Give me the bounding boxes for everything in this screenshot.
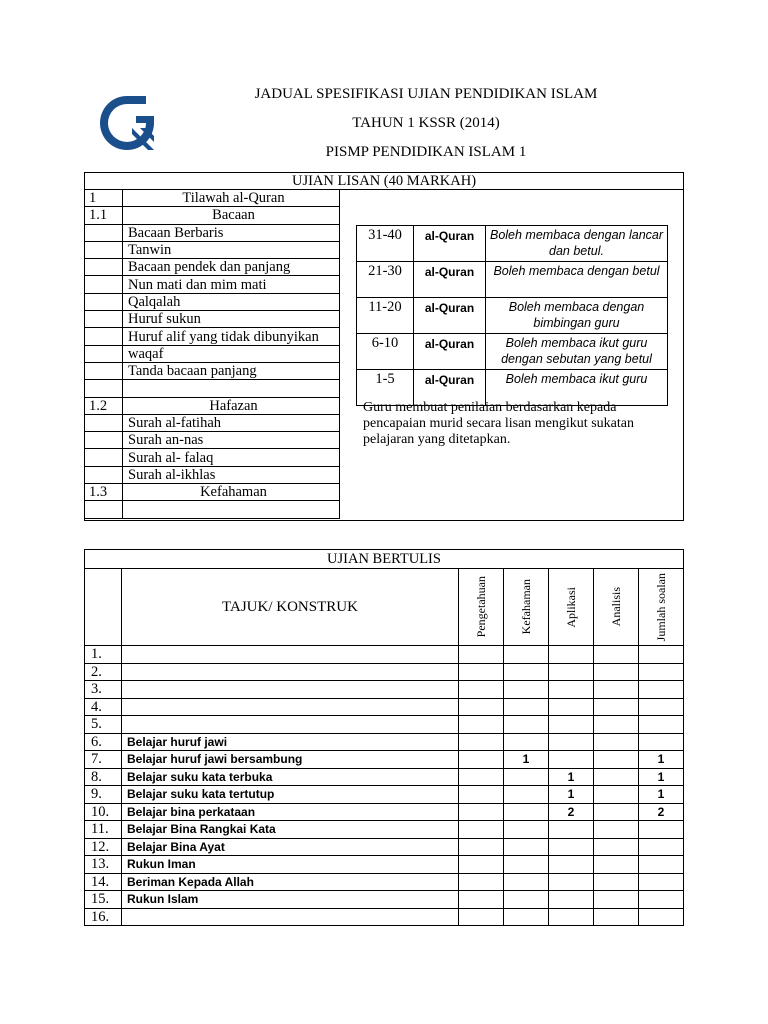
oral-topic-row — [85, 224, 340, 241]
grade-range: 11-20 — [357, 298, 414, 334]
written-cell — [549, 908, 594, 926]
oral-topic-row — [85, 241, 340, 258]
written-cell — [459, 751, 504, 769]
written-cell — [504, 838, 549, 856]
written-row-number: 3. — [85, 681, 122, 699]
oral-topic-row — [85, 276, 340, 293]
written-cell — [504, 768, 549, 786]
written-cell — [504, 891, 549, 909]
assessment-note: Guru membuat penilaian berdasarkan kepada pencapaian murid secara lisan mengikut sukatan pelajaran yang ditetapkan. — [363, 400, 634, 447]
written-row-number: 12. — [85, 838, 122, 856]
written-row-topic: Beriman Kepada Allah — [122, 873, 459, 891]
oral-topic-row — [85, 432, 340, 449]
written-cell — [504, 681, 549, 699]
written-cell — [549, 698, 594, 716]
written-row-topic: Rukun Islam — [122, 891, 459, 909]
oral-topic-number — [85, 224, 123, 241]
written-row-number: 1. — [85, 646, 122, 664]
written-cell — [594, 663, 639, 681]
written-cell — [504, 908, 549, 926]
written-row-topic: Belajar suku kata terbuka — [122, 768, 459, 786]
written-row-number: 5. — [85, 716, 122, 734]
written-exam-title: UJIAN BERTULIS — [85, 550, 684, 569]
written-row-number: 4. — [85, 698, 122, 716]
oral-topic-number: 1.3 — [85, 484, 123, 501]
oral-topic-text: Bacaan Berbaris — [123, 224, 340, 241]
grade-row — [357, 262, 668, 298]
written-cell — [639, 681, 684, 699]
written-cell — [549, 751, 594, 769]
oral-topic-number: 1.1 — [85, 207, 123, 224]
oral-topic-row — [85, 380, 340, 397]
written-row-number: 16. — [85, 908, 122, 926]
written-row-number: 2. — [85, 663, 122, 681]
grade-description: Boleh membaca ikut guru — [486, 370, 668, 406]
written-cell — [549, 821, 594, 839]
written-row-topic — [122, 663, 459, 681]
oral-topic-number — [85, 259, 123, 276]
written-cell — [594, 873, 639, 891]
grade-row — [357, 226, 668, 262]
written-row-topic: Belajar suku kata tertutup — [122, 786, 459, 804]
written-cell — [594, 908, 639, 926]
oral-exam-title: UJIAN LISAN (40 MARKAH) — [84, 172, 684, 190]
written-cell — [549, 856, 594, 874]
oral-topics-table — [84, 189, 340, 519]
written-row — [85, 698, 684, 716]
oral-topic-number — [85, 449, 123, 466]
written-cell — [459, 786, 504, 804]
column-header-analisis — [594, 569, 639, 646]
oral-topic-row — [85, 190, 340, 207]
oral-topic-number — [85, 311, 123, 328]
column-header-pengetahuan — [459, 569, 504, 646]
written-cell — [459, 646, 504, 664]
written-cell: 1 — [549, 768, 594, 786]
written-cell — [459, 733, 504, 751]
oral-topic-number — [85, 241, 123, 258]
oral-topic-row — [85, 449, 340, 466]
written-cell: 2 — [549, 803, 594, 821]
written-cell — [459, 838, 504, 856]
column-header-label: Aplikasi — [563, 586, 578, 628]
written-cell — [459, 663, 504, 681]
written-cell — [459, 856, 504, 874]
written-exam-table — [84, 549, 684, 926]
oral-topic-row — [85, 293, 340, 310]
column-header-label: Pengetahuan — [473, 576, 488, 638]
oral-topic-text: Surah an-nas — [123, 432, 340, 449]
oral-topic-row — [85, 207, 340, 224]
oral-topic-text: Bacaan pendek dan panjang — [123, 259, 340, 276]
written-cell — [594, 751, 639, 769]
written-cell — [594, 646, 639, 664]
written-cell — [639, 821, 684, 839]
written-row — [85, 733, 684, 751]
written-row-topic: Rukun Iman — [122, 856, 459, 874]
number-header — [85, 569, 122, 646]
written-cell — [459, 908, 504, 926]
written-cell — [504, 803, 549, 821]
written-row-topic: Belajar huruf jawi bersambung — [122, 751, 459, 769]
written-cell — [549, 646, 594, 664]
oral-topic-text: Surah al- falaq — [123, 449, 340, 466]
written-row — [85, 908, 684, 926]
oral-topic-row — [85, 414, 340, 431]
oral-topic-text: Qalqalah — [123, 293, 340, 310]
written-cell — [504, 786, 549, 804]
oral-topic-row — [85, 484, 340, 501]
oral-topic-number — [85, 414, 123, 431]
written-row — [85, 716, 684, 734]
written-row — [85, 891, 684, 909]
written-cell — [594, 891, 639, 909]
written-row-number: 13. — [85, 856, 122, 874]
written-cell — [594, 733, 639, 751]
written-cell — [594, 803, 639, 821]
written-row — [85, 663, 684, 681]
written-cell — [459, 768, 504, 786]
written-cell — [549, 663, 594, 681]
written-cell — [639, 873, 684, 891]
grade-description: Boleh membaca dengan bimbingan guru — [486, 298, 668, 334]
written-row-topic — [122, 646, 459, 664]
oral-topic-text: Tanwin — [123, 241, 340, 258]
written-cell — [639, 733, 684, 751]
written-row-topic: Belajar Bina Rangkai Kata — [122, 821, 459, 839]
doc-subtitle-program: PISMP PENDIDIKAN ISLAM 1 — [325, 144, 527, 160]
oral-topic-text — [123, 380, 340, 397]
oral-topic-row — [85, 328, 340, 345]
column-header-kefahaman — [504, 569, 549, 646]
written-cell — [504, 716, 549, 734]
written-row-topic — [122, 716, 459, 734]
oral-topic-number — [85, 362, 123, 379]
written-cell — [549, 873, 594, 891]
written-cell — [459, 891, 504, 909]
oral-topic-text — [123, 501, 340, 518]
written-cell — [504, 646, 549, 664]
written-cell — [504, 663, 549, 681]
written-cell — [639, 663, 684, 681]
written-cell — [549, 733, 594, 751]
oral-topic-text: Surah al-ikhlas — [123, 466, 340, 483]
oral-topic-text: Hafazan — [123, 397, 340, 414]
column-header-label: Jumlah soalan — [653, 572, 668, 642]
written-row — [85, 751, 684, 769]
grade-source: al-Quran — [414, 262, 486, 298]
written-cell — [639, 838, 684, 856]
grade-range: 31-40 — [357, 226, 414, 262]
written-row — [85, 786, 684, 804]
written-cell — [594, 768, 639, 786]
written-cell: 1 — [504, 751, 549, 769]
written-row-number: 8. — [85, 768, 122, 786]
written-cell — [549, 891, 594, 909]
written-row-number: 14. — [85, 873, 122, 891]
written-cell — [594, 786, 639, 804]
oral-topic-number: 1.2 — [85, 397, 123, 414]
oral-topic-number — [85, 432, 123, 449]
written-row — [85, 646, 684, 664]
grade-range: 21-30 — [357, 262, 414, 298]
grade-source: al-Quran — [414, 370, 486, 406]
written-cell — [594, 838, 639, 856]
oral-topic-text: Nun mati dan mim mati — [123, 276, 340, 293]
grade-description: Boleh membaca ikut guru dengan sebutan yang betul — [486, 334, 668, 370]
written-cell — [549, 838, 594, 856]
written-cell: 1 — [639, 768, 684, 786]
written-cell — [594, 856, 639, 874]
oral-topic-row — [85, 501, 340, 518]
written-row-number: 10. — [85, 803, 122, 821]
column-header-label: Analisis — [608, 587, 623, 627]
written-cell — [594, 698, 639, 716]
grade-row — [357, 298, 668, 334]
grade-source: al-Quran — [414, 334, 486, 370]
written-cell — [594, 681, 639, 699]
written-cell — [639, 716, 684, 734]
oral-topic-text: Surah al-fatihah — [123, 414, 340, 431]
grade-range: 1-5 — [357, 370, 414, 406]
grade-range: 6-10 — [357, 334, 414, 370]
grade-row — [357, 334, 668, 370]
written-row — [85, 838, 684, 856]
written-cell — [549, 681, 594, 699]
written-row-topic: Belajar bina perkataan — [122, 803, 459, 821]
oral-topic-number — [85, 466, 123, 483]
written-cell — [549, 716, 594, 734]
written-row — [85, 856, 684, 874]
written-cell — [639, 908, 684, 926]
oral-topic-text: Tanda bacaan panjang — [123, 362, 340, 379]
column-header-jumlah-soalan — [639, 569, 684, 646]
oral-topic-row — [85, 362, 340, 379]
written-cell — [594, 821, 639, 839]
grade-source: al-Quran — [414, 298, 486, 334]
written-cell: 1 — [639, 786, 684, 804]
written-row-number: 11. — [85, 821, 122, 839]
written-cell — [459, 821, 504, 839]
written-cell — [459, 716, 504, 734]
written-row-topic — [122, 698, 459, 716]
oral-topic-row — [85, 259, 340, 276]
oral-topic-text: waqaf — [123, 345, 340, 362]
oral-topic-text: Bacaan — [123, 207, 340, 224]
written-row-number: 6. — [85, 733, 122, 751]
column-header-aplikasi — [549, 569, 594, 646]
written-cell — [594, 716, 639, 734]
written-cell — [459, 681, 504, 699]
oral-topic-number: 1 — [85, 190, 123, 207]
doc-title: JADUAL SPESIFIKASI UJIAN PENDIDIKAN ISLAM — [254, 86, 598, 102]
doc-subtitle-year: TAHUN 1 KSSR (2014) — [352, 115, 500, 131]
oral-topic-row — [85, 345, 340, 362]
written-cell — [639, 698, 684, 716]
written-row-topic: Belajar huruf jawi — [122, 733, 459, 751]
written-cell: 1 — [549, 786, 594, 804]
oral-topic-row — [85, 311, 340, 328]
oral-topic-number — [85, 501, 123, 518]
oral-topic-row — [85, 397, 340, 414]
oral-topic-number — [85, 293, 123, 310]
oral-topic-number — [85, 328, 123, 345]
oral-topic-text: Tilawah al-Quran — [123, 190, 340, 207]
written-row — [85, 803, 684, 821]
grade-description: Boleh membaca dengan lancar dan betul. — [486, 226, 668, 262]
written-cell — [459, 803, 504, 821]
oral-topic-number — [85, 345, 123, 362]
topic-header: TAJUK/ KONSTRUK — [122, 569, 459, 646]
written-cell — [504, 873, 549, 891]
written-cell: 2 — [639, 803, 684, 821]
written-cell — [639, 891, 684, 909]
written-row-topic — [122, 681, 459, 699]
oral-topic-text: Huruf alif yang tidak dibunyikan — [123, 328, 340, 345]
grade-source: al-Quran — [414, 226, 486, 262]
written-cell — [639, 646, 684, 664]
written-row — [85, 821, 684, 839]
written-cell — [504, 856, 549, 874]
written-cell — [639, 856, 684, 874]
written-row-topic — [122, 908, 459, 926]
logo-text: IPG — [108, 119, 128, 131]
written-cell — [504, 698, 549, 716]
written-row — [85, 681, 684, 699]
oral-topic-text: Huruf sukun — [123, 311, 340, 328]
column-header-label: Kefahaman — [518, 579, 533, 635]
written-cell: 1 — [639, 751, 684, 769]
written-row-number: 15. — [85, 891, 122, 909]
grade-description: Boleh membaca dengan betul — [486, 262, 668, 298]
oral-topic-row — [85, 466, 340, 483]
written-row — [85, 768, 684, 786]
oral-topic-text: Kefahaman — [123, 484, 340, 501]
written-row — [85, 873, 684, 891]
written-row-number: 7. — [85, 751, 122, 769]
written-row-topic: Belajar Bina Ayat — [122, 838, 459, 856]
written-cell — [504, 733, 549, 751]
grade-table — [356, 225, 668, 406]
written-cell — [459, 873, 504, 891]
oral-topic-number — [85, 276, 123, 293]
written-row-number: 9. — [85, 786, 122, 804]
written-cell — [459, 698, 504, 716]
oral-topic-number — [85, 380, 123, 397]
written-cell — [504, 821, 549, 839]
